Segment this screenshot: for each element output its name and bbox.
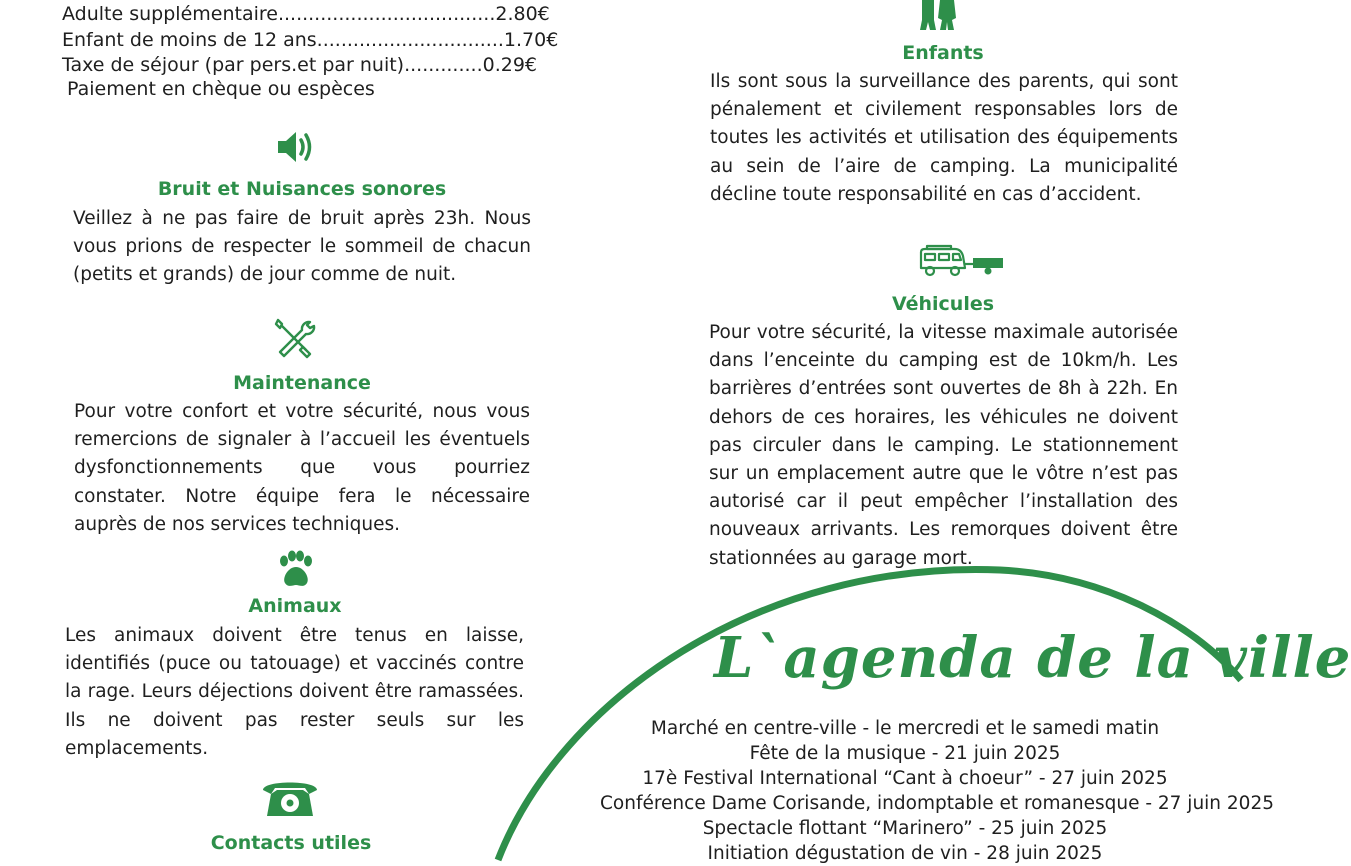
agenda-event: Conférence Dame Corisande, indomptable et romanesque - 27 juin 2025: [600, 793, 1274, 814]
agenda-event: Fête de la musique - 21 juin 2025: [749, 743, 1061, 764]
price-enfant: Enfant de moins de 12 ans...............................1.70€: [62, 29, 559, 51]
price-adulte-supplementaire: Adulte supplémentaire....................................2.80€: [62, 3, 550, 25]
speaker-icon: [276, 127, 318, 167]
agenda-list: [600, 716, 1274, 866]
bruit-text: Veillez à ne pas faire de bruit après 23h. Nous vous prions de respecter le sommeil de chacun (petits et grands) de jour comme de nuit.: [73, 208, 531, 286]
telephone-icon: [259, 776, 321, 820]
paw-icon: [275, 550, 315, 590]
agenda-event: Marché en centre-ville - le mercredi et le samedi matin: [650, 718, 1160, 739]
animaux-heading: Animaux: [248, 595, 342, 617]
contacts-heading: Contacts utiles: [210, 832, 372, 854]
payment-note: Paiement en chèque ou espèces: [67, 78, 375, 100]
enfants-text: Ils sont sous la surveillance des parents, qui sont pénalement et civilement responsables lors de toutes les activités et utilisation des équipements au sein de l’aire de camping. La municipalité décline toute responsabilité en cas d’accident.: [710, 71, 1178, 205]
agenda-title: L`agenda de la ville: [714, 625, 1351, 691]
van-trailer-icon: [917, 246, 1005, 278]
tools-icon: [272, 316, 316, 360]
vehicules-heading: Véhicules: [891, 293, 995, 315]
enfants-heading: Enfants: [902, 42, 984, 64]
animaux-text: Les animaux doivent être tenus en laisse, identifiés (puce ou tatouage) et vaccinés contre la rage. Leurs déjections doivent être ramassées. Ils ne doivent pas rester seuls sur les emplacements.: [65, 625, 524, 759]
vehicules-text: Pour votre sécurité, la vitesse maximale autorisée dans l’enceinte du camping est de 10km/h. Les barrières d’entrées sont ouvertes de 8h à 22h. En dehors de ces horaires, les véhicules ne doivent pas circuler dans le camping. Le stationnement sur un emplacement autre que le vôtre n’est pas autorisé car il peut empêcher l’installation des nouveaux arrivants. Les remorques doivent être stationnées au garage mort.: [709, 322, 1178, 569]
bruit-heading: Bruit et Nuisances sonores: [157, 178, 447, 200]
price-taxe-sejour: Taxe de séjour (par pers.et par nuit).............0.29€: [62, 54, 537, 76]
agenda-event: Spectacle flottant “Marinero” - 25 juin 2025: [702, 818, 1108, 839]
agenda-event: 17è Festival International “Cant à choeur” - 27 juin 2025: [642, 768, 1168, 789]
maintenance-heading: Maintenance: [233, 372, 371, 394]
maintenance-text: Pour votre confort et votre sécurité, nous vous remercions de signaler à l’accueil les éventuels dysfonctionnements que vous pourriez constater. Notre équipe fera le nécessaire auprès de nos services techniques.: [74, 401, 530, 535]
children-icon: [918, 0, 958, 32]
agenda-event: Initiation dégustation de vin - 28 juin 2025: [707, 843, 1103, 864]
